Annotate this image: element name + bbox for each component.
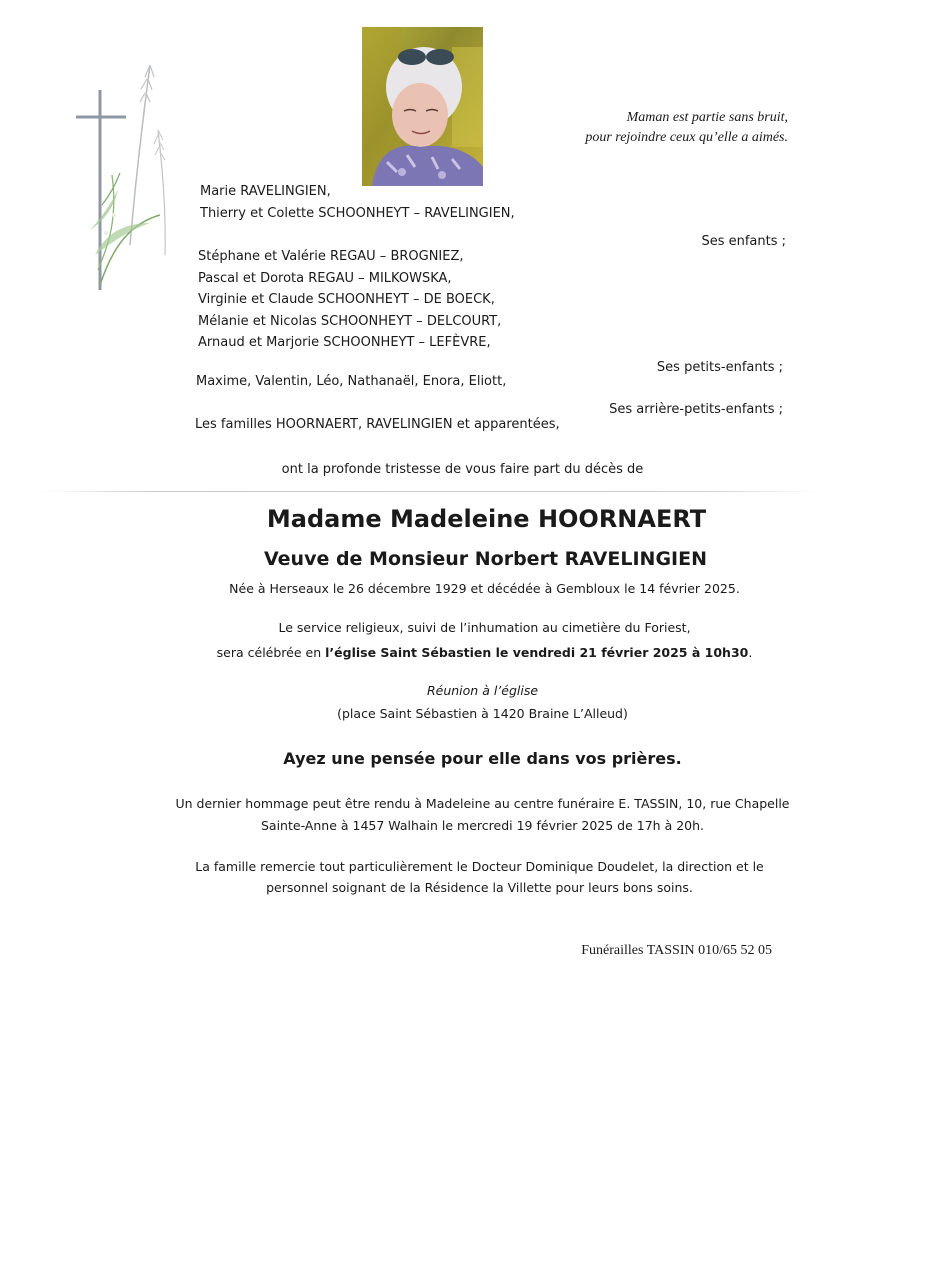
children-label: Ses enfants ; bbox=[701, 234, 786, 249]
deceased-name: Madame Madeleine HOORNAERT bbox=[266, 505, 707, 533]
grandchild-name: Mélanie et Nicolas SCHOONHEYT – DELCOURT, bbox=[198, 313, 502, 329]
portrait-photo bbox=[362, 27, 483, 186]
child-name: Marie RAVELINGIEN, bbox=[200, 184, 331, 199]
service-line-2-prefix: sera célébrée en bbox=[216, 645, 326, 660]
great-grandchildren-names: Maxime, Valentin, Léo, Nathanaël, Enora, Eliott, bbox=[196, 374, 507, 389]
widow-of: Veuve de Monsieur Norbert RAVELINGIEN bbox=[263, 548, 707, 570]
thanks-line-1: La famille remercie tout particulièrement le Docteur Dominique Doudelet, la direction et le bbox=[195, 859, 764, 874]
divider-line bbox=[40, 491, 820, 492]
birth-death-dates: Née à Herseaux le 26 décembre 1929 et décédée à Gembloux le 14 février 2025. bbox=[229, 581, 740, 596]
cross-with-wheat-illustration bbox=[70, 55, 190, 300]
poem bbox=[585, 108, 788, 148]
families-line: Les familles HOORNAERT, RAVELINGIEN et apparentées, bbox=[195, 417, 560, 432]
church-date-time: l’église Saint Sébastien le vendredi 21 février 2025 à 10h30 bbox=[325, 645, 749, 660]
announcement: ont la profonde tristesse de vous faire part du décès de bbox=[281, 462, 644, 477]
grandchild-name: Arnaud et Marjorie SCHOONHEYT – LEFÈVRE, bbox=[198, 335, 491, 350]
funeral-home: Funérailles TASSIN 010/65 52 05 bbox=[581, 943, 772, 958]
service-line-2 bbox=[20, 645, 929, 660]
thanks-line-2: personnel soignant de la Résidence la Villette pour leurs bons soins. bbox=[266, 880, 693, 895]
tribute-line-1: Un dernier hommage peut être rendu à Madeleine au centre funéraire E. TASSIN, 10, rue Chapelle bbox=[175, 796, 790, 811]
grandchild-name: Virginie et Claude SCHOONHEYT – DE BOECK, bbox=[198, 292, 495, 307]
great-grandchildren-label: Ses arrière-petits-enfants ; bbox=[609, 402, 783, 417]
meeting-title: Réunion à l’église bbox=[426, 683, 539, 698]
poem-line-1: Maman est partie sans bruit, bbox=[626, 110, 788, 125]
meeting-address: (place Saint Sébastien à 1420 Braine L’Alleud) bbox=[337, 706, 628, 721]
grandchildren-label: Ses petits-enfants ; bbox=[656, 360, 783, 375]
child-name: Thierry et Colette SCHOONHEYT – RAVELINGIEN, bbox=[200, 206, 515, 221]
children-names bbox=[200, 181, 515, 225]
grandchild-name: Pascal et Dorota REGAU – MILKOWSKA, bbox=[198, 270, 452, 286]
tribute-line-2: Sainte-Anne à 1457 Walhain le mercredi 19 février 2025 de 17h à 20h. bbox=[260, 818, 705, 833]
service-line-2-suffix: . bbox=[748, 645, 753, 660]
grandchildren-names bbox=[198, 246, 501, 354]
grandchild-name: Stéphane et Valérie REGAU – BROGNIEZ, bbox=[198, 249, 464, 264]
poem-line-2: pour rejoindre ceux qu’elle a aimés. bbox=[585, 130, 788, 145]
service-line-1: Le service religieux, suivi de l’inhumation au cimetière du Foriest, bbox=[278, 620, 691, 635]
prayer-line: Ayez une pensée pour elle dans vos prières. bbox=[283, 749, 682, 768]
